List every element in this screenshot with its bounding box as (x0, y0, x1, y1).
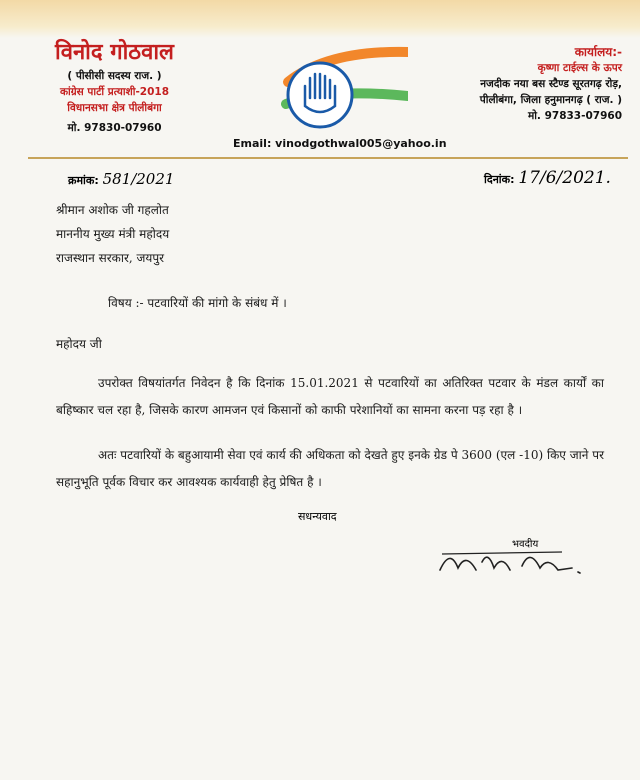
addressee-line-2: माननीय मुख्य मंत्री महोदय (56, 227, 170, 241)
letter-body (56, 198, 604, 496)
congress-hand-logo (258, 40, 408, 132)
date-label: दिनांक: (484, 173, 515, 186)
paragraph-2: अतः पटवारियों के बहुआयामी सेवा एवं कार्य की अधिकता को देखते हुए इनके ग्रेड पे 3600 (एल -10) किए जाने पर सहानुभूति पूर्वक विचार कर आवश्यक कार्यवाही हेतु प्रेषित है । (56, 448, 604, 489)
salutation: महोदय जी (56, 337, 102, 351)
office-line-1: कृष्णा टाईल्स के ऊपर (537, 62, 622, 74)
office-address-block (412, 44, 622, 124)
sender-block (22, 38, 207, 136)
reference-label: क्रमांक: (68, 174, 99, 187)
handwritten-signature (432, 540, 592, 580)
sender-candidate: कांग्रेस पार्टी प्रत्याशी-2018 (59, 86, 170, 98)
office-mobile: मो. 97833-07960 (527, 110, 622, 122)
sender-mobile: मो. 97830-07960 (67, 122, 162, 134)
header-divider (28, 157, 628, 159)
office-label: कार्यालय:- (574, 45, 622, 59)
reference-value: 581/2021 (102, 170, 175, 188)
office-line-2: नजदीक नया बस स्टैण्ड सूरतगढ़ रोड़, (480, 78, 622, 90)
letter-subject: विषय :- पटवारियों की मांगो के संबंध में । (108, 296, 287, 310)
date-value: 17/6/2021. (518, 168, 611, 188)
addressee-line-1: श्रीमान अशोक जी गहलोत (56, 203, 169, 217)
sender-membership: ( पीसीसी सदस्य राज. ) (67, 70, 162, 82)
office-line-3: पीलीबंगा, जिला हनुमानगढ़ ( राज. ) (479, 94, 622, 106)
letter-date (484, 168, 611, 188)
header-band (0, 0, 640, 38)
sender-name: विनोद गोठवाल (55, 40, 174, 65)
thanks-text: सधन्यवाद (298, 510, 337, 523)
sender-constituency: विधानसभा क्षेत्र पीलीबंगा (67, 102, 162, 114)
paragraph-1: उपरोक्त विषयांतर्गत निवेदन है कि दिनांक 15.01.2021 से पटवारियों का अतिरिक्त पटवार के मंडल कार्यों का बहिष्कार चल रहा है, जिसके कारण आमजन एवं किसानों को काफी परेशानियों का सामना करना पड़ रहा है । (56, 376, 604, 417)
email-address: Email: vinodgothwal005@yahoo.in (233, 137, 447, 150)
reference-number (68, 170, 174, 188)
addressee-line-3: राजस्थान सरकार, जयपुर (56, 251, 165, 265)
regards-text: भवदीय (512, 539, 539, 550)
